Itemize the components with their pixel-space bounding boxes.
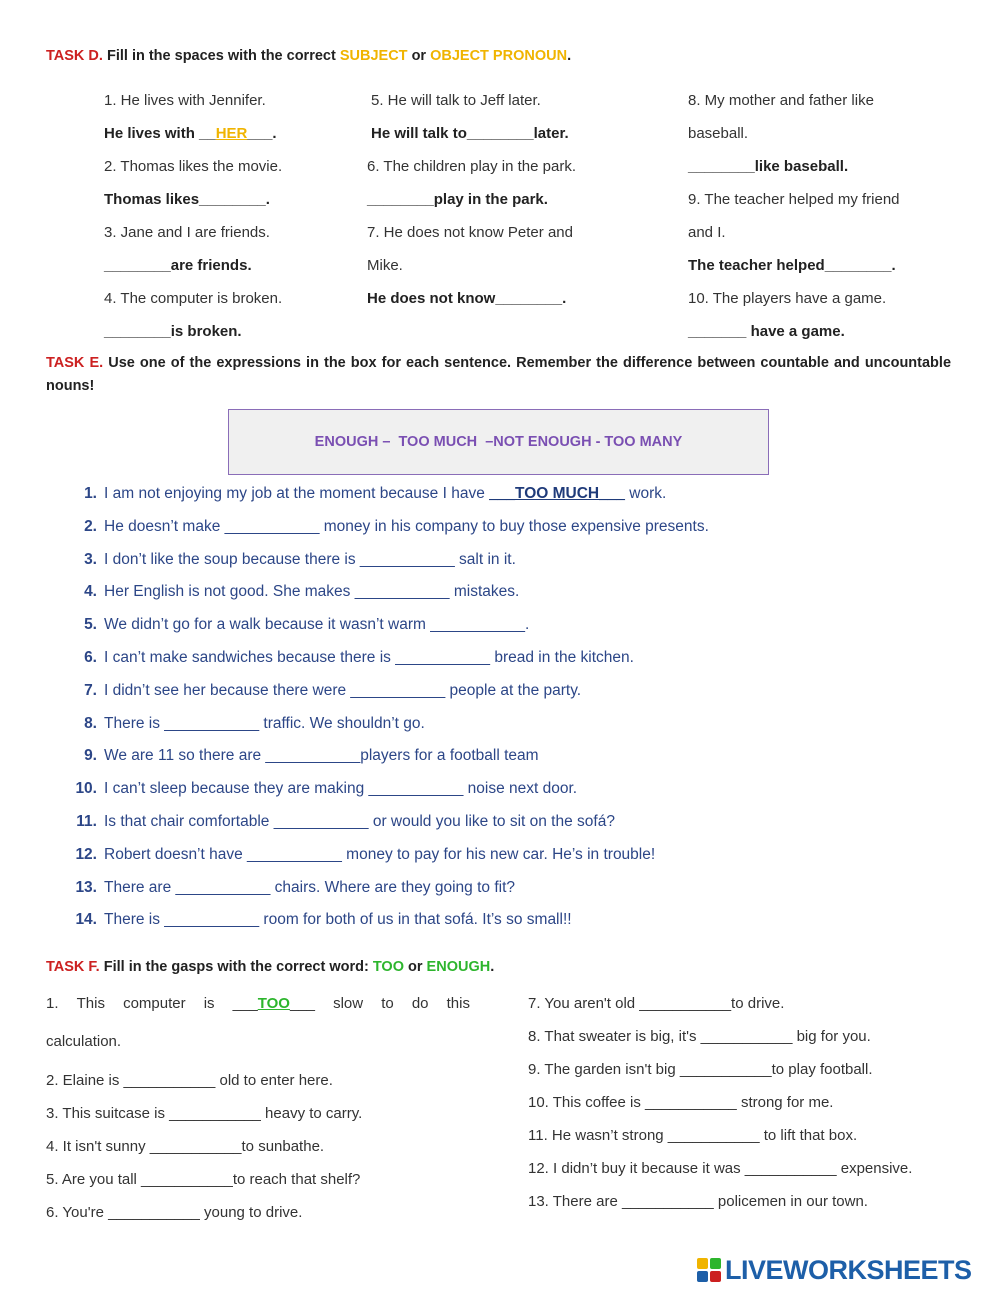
task-d-answer-line[interactable]: Thomas likes________.: [104, 191, 270, 208]
task-e-list: [0, 479, 1000, 938]
task-f-item[interactable]: 9. The garden isn't big ___________to play football.: [528, 1061, 873, 1078]
task-e-item[interactable]: [0, 512, 1000, 545]
task-e-item-number: 12.: [75, 845, 97, 863]
task-e-item-text: Her English is not good. She makes ___________ mistakes.: [104, 583, 520, 601]
task-e-item-text: [104, 479, 666, 509]
task-d-answer-line[interactable]: ________is broken.: [104, 323, 242, 340]
task-f-item-1: [46, 990, 470, 1018]
task-f-or: or: [408, 959, 423, 975]
task-f-item[interactable]: 8. That sweater is big, it's ___________ big for you.: [528, 1028, 871, 1045]
task-d-or: or: [411, 48, 427, 64]
task-d-column-3: [688, 88, 900, 352]
task-e-item-text: We are 11 so there are ___________players for a football team: [104, 747, 539, 765]
task-e-answer[interactable]: ___TOO MUCH___: [489, 485, 625, 502]
task-e-item-number: 11.: [76, 812, 97, 830]
task-e-item-number: 10.: [75, 780, 97, 798]
task-f-item[interactable]: 4. It isn't sunny ___________to sunbathe.: [46, 1138, 325, 1155]
task-d-item: 2. Thomas likes the movie.: [104, 158, 283, 175]
answer-too: TOO: [257, 995, 290, 1012]
task-d-column-2: [367, 88, 576, 319]
task-e-item-number: 8.: [84, 714, 97, 732]
task-e-item-text: I don’t like the soup because there is ___________ salt in it.: [104, 550, 516, 568]
task-e-item-text: He doesn’t make ___________ money in his company to buy those expensive presents.: [104, 517, 709, 535]
task-e-item-number: 9.: [84, 747, 97, 765]
logo-mark-icon: [697, 1258, 721, 1282]
task-e-item-number: 4.: [84, 583, 97, 601]
liveworksheets-logo: [697, 1253, 972, 1287]
task-f-item[interactable]: 10. This coffee is ___________ strong for me.: [528, 1094, 834, 1111]
task-f-item[interactable]: 12. I didn’t buy it because it was ___________ expensive.: [528, 1160, 913, 1177]
task-e-item-number: 7.: [84, 681, 97, 699]
task-f-item[interactable]: 2. Elaine is ___________ old to enter here.: [46, 1072, 333, 1089]
task-e-item-text: I can’t make sandwiches because there is ___________ bread in the kitchen.: [104, 648, 634, 666]
task-f-item[interactable]: 3. This suitcase is ___________ heavy to carry.: [46, 1105, 363, 1122]
task-e-item-text: We didn’t go for a walk because it wasn’t warm ___________.: [104, 616, 530, 634]
expressions-box: ENOUGH – TOO MUCH –NOT ENOUGH - TOO MANY: [228, 409, 769, 475]
task-d-column-1: [104, 88, 282, 352]
task-d-answer-line[interactable]: ________are friends.: [104, 257, 252, 274]
task-e-item-number: 6.: [84, 648, 97, 666]
task-e-item-text: There is ___________ traffic. We shouldn’t go.: [104, 714, 425, 732]
word: to: [381, 995, 394, 1012]
task-d-answer-line[interactable]: He will talk to________later.: [371, 125, 569, 142]
task-d-answer-line[interactable]: ________like baseball.: [688, 158, 849, 175]
task-d-item: Mike.: [367, 257, 403, 274]
task-e-item[interactable]: [0, 676, 1000, 709]
task-d-answer-line[interactable]: He does not know________.: [367, 290, 567, 307]
task-d-item: baseball.: [688, 125, 749, 142]
task-f-enough: ENOUGH: [426, 959, 491, 975]
task-e-item[interactable]: [0, 545, 1000, 578]
word: slow: [333, 995, 364, 1012]
task-d-subject: SUBJECT: [339, 48, 408, 64]
task-f-left-column: [46, 990, 476, 1232]
task-e-item-number: 2.: [84, 517, 97, 535]
task-d-item: 9. The teacher helped my friend: [688, 191, 900, 208]
task-d-item: 8. My mother and father like: [688, 92, 874, 109]
logo-text: LIVEWORKSHEETS: [725, 1254, 972, 1285]
task-f-too: TOO: [372, 959, 404, 975]
task-d-end: .: [567, 48, 572, 64]
task-d-item: 1. He lives with Jennifer.: [104, 92, 266, 109]
task-e-item[interactable]: [0, 577, 1000, 610]
task-d-answer-line[interactable]: The teacher helped________.: [688, 257, 896, 274]
word: this: [446, 995, 470, 1012]
answer-pre: He lives with __: [104, 125, 216, 142]
task-f-label: TASK F.: [46, 959, 100, 975]
task-d-item: 4. The computer is broken.: [104, 290, 283, 307]
task-d-answer-line[interactable]: _______ have a game.: [688, 323, 845, 340]
task-f-heading: [46, 956, 494, 979]
blank: ___: [232, 995, 258, 1012]
task-d-item: 6. The children play in the park.: [367, 158, 577, 175]
task-e-item[interactable]: [0, 873, 1000, 906]
task-e-item[interactable]: [0, 905, 1000, 938]
task-e-item-number: 5.: [84, 616, 97, 634]
word: is: [203, 995, 215, 1012]
task-d-instruction: Fill in the spaces with the correct: [106, 48, 336, 64]
task-f-right-column: [528, 990, 968, 1221]
task-e-item-text: I didn’t see her because there were ___________ people at the party.: [104, 681, 582, 699]
task-e-item-text: Robert doesn’t have ___________ money to pay for his new car. He’s in trouble!: [104, 845, 656, 863]
task-e-item[interactable]: [0, 709, 1000, 742]
task-d-item: 10. The players have a game.: [688, 290, 887, 307]
task-d-item: and I.: [688, 224, 726, 241]
blank: ___: [289, 995, 315, 1012]
task-d-object: OBJECT PRONOUN: [430, 48, 568, 64]
word: 1.: [46, 995, 59, 1012]
task-d-item: 3. Jane and I are friends.: [104, 224, 270, 241]
task-e-item-number: 14.: [75, 911, 97, 929]
answer-post: ___.: [247, 125, 277, 142]
task-f-instruction: Fill in the gasps with the correct word:: [103, 959, 369, 975]
task-d-item: 7. He does not know Peter and: [367, 224, 573, 241]
word: computer: [123, 995, 186, 1012]
task-e-item-text: I can’t sleep because they are making ___________ noise next door.: [104, 780, 578, 798]
task-e-item-text: There is ___________ room for both of us in that sofá. It’s so small!!: [104, 911, 572, 929]
task-e-item[interactable]: [0, 610, 1000, 643]
task-f-item-1-continued: calculation.: [46, 1033, 122, 1050]
task-d-label: TASK D.: [46, 48, 103, 64]
task-e-item-pre: I am not enjoying my job at the moment because I have: [104, 485, 490, 502]
word: do: [411, 995, 429, 1012]
task-f-item[interactable]: 7. You aren't old ___________to drive.: [528, 995, 785, 1012]
task-e-item[interactable]: [0, 774, 1000, 807]
task-f-item[interactable]: 11. He wasn’t strong ___________ to lift that box.: [528, 1127, 858, 1144]
task-e-instruction: Use one of the expressions in the box for each sentence. Remember the difference between countable and uncountable nouns!: [46, 355, 952, 394]
task-e-label: TASK E.: [46, 355, 104, 371]
answer-her[interactable]: HER: [215, 125, 248, 142]
task-e-item-text: There are ___________ chairs. Where are they going to fit?: [104, 878, 516, 896]
task-d-heading: [46, 45, 571, 68]
task-e-item-text: Is that chair comfortable ___________ or would you like to sit on the sofá?: [104, 812, 615, 830]
task-e-item-number: 1.: [84, 485, 97, 502]
task-e-item[interactable]: [0, 807, 1000, 840]
task-e-item-number: 3.: [84, 550, 97, 568]
task-f-item[interactable]: 6. You're ___________ young to drive.: [46, 1204, 303, 1221]
task-e-item[interactable]: [0, 741, 1000, 774]
task-e-item-number: 13.: [75, 878, 97, 896]
task-e-heading: [46, 352, 951, 398]
task-d-answer-line[interactable]: ________play in the park.: [367, 191, 548, 208]
task-f-item[interactable]: 13. There are ___________ policemen in our town.: [528, 1193, 868, 1210]
task-f-answer-1[interactable]: [233, 990, 315, 1018]
task-e-item[interactable]: [0, 840, 1000, 873]
task-d-item: 5. He will talk to Jeff later.: [371, 92, 541, 109]
word: This: [76, 995, 105, 1012]
task-e-item[interactable]: [0, 479, 1000, 512]
task-f-end: .: [490, 959, 495, 975]
task-f-item[interactable]: 5. Are you tall ___________to reach that shelf?: [46, 1171, 361, 1188]
task-e-item-post: work.: [624, 485, 667, 502]
task-d-answer-line: [104, 121, 282, 154]
task-e-item[interactable]: [0, 643, 1000, 676]
